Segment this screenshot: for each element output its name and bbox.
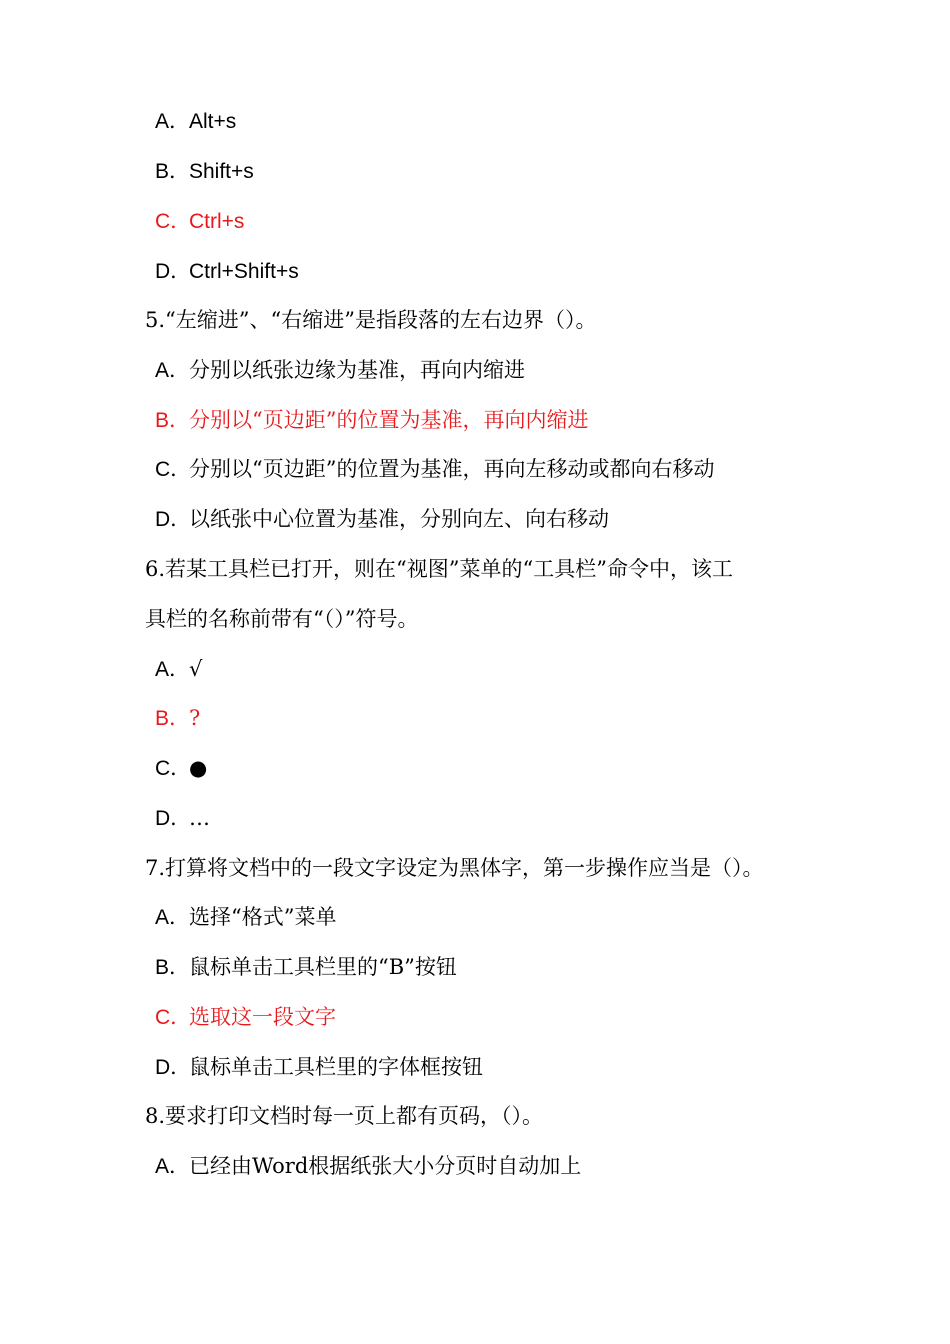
q6-option-c: [155, 751, 207, 785]
option-letter: C．: [155, 210, 192, 233]
q6-stem-line2: 具栏的名称前带有“（）”符号。: [145, 607, 419, 631]
option-text: 以纸张中心位置为基准，分别向左、向右移动: [189, 507, 609, 531]
q5-stem: 5.“左缩进”、“右缩进”是指段落的左右边界（）。: [145, 308, 597, 332]
option-letter: A．: [155, 906, 191, 929]
option-text: 已经由Word根据纸张大小分页时自动加上: [189, 1154, 582, 1178]
option-letter: C．: [155, 757, 192, 780]
option-text: Alt+s: [189, 110, 237, 133]
option-letter: A．: [155, 658, 191, 681]
q4-option-b: [155, 154, 254, 188]
option-text: √: [189, 657, 203, 681]
q8-option-a: [155, 1149, 581, 1183]
option-text: Ctrl+s: [189, 210, 245, 233]
option-letter: B．: [155, 409, 191, 432]
option-text: 鼠标单击工具栏里的“B”按钮: [189, 955, 457, 979]
option-text: …: [189, 806, 210, 830]
option-letter: D．: [155, 508, 192, 531]
option-letter: C．: [155, 458, 192, 481]
q7-stem: 7.打算将文档中的一段文字设定为黑体字，第一步操作应当是（）。: [145, 856, 764, 880]
q7-option-b: [155, 950, 457, 984]
q4-option-c-correct: [155, 204, 244, 238]
q8-stem: 8.要求打印文档时每一页上都有页码，（）。: [145, 1104, 544, 1128]
option-text: Ctrl+Shift+s: [189, 260, 299, 283]
q5-option-c: [155, 452, 714, 486]
option-letter: D．: [155, 1056, 192, 1079]
q5-option-d: [155, 502, 609, 536]
q5-option-b-correct: [155, 403, 588, 437]
q7-option-d: [155, 1050, 483, 1084]
option-text: 分别以“页边距”的位置为基准，再向内缩进: [189, 408, 589, 432]
option-letter: C．: [155, 1006, 192, 1029]
q6-stem-line1: 6.若某工具栏已打开，则在“视图”菜单的“工具栏”命令中，该工: [145, 557, 733, 581]
option-text: 选择“格式”菜单: [189, 905, 337, 929]
q5-option-a: [155, 353, 525, 387]
option-text: ?: [189, 706, 201, 730]
q4-option-d: [155, 254, 299, 288]
q7-option-c-correct: [155, 1000, 336, 1034]
q6-option-b-correct: [155, 701, 200, 735]
option-letter: D．: [155, 807, 192, 830]
option-letter: B．: [155, 160, 191, 183]
option-letter: A．: [155, 1155, 191, 1178]
option-text: 分别以纸张边缘为基准，再向内缩进: [189, 358, 525, 382]
q7-option-a: [155, 900, 336, 934]
option-letter: A．: [155, 359, 191, 382]
option-letter: D．: [155, 260, 192, 283]
q6-option-a: [155, 652, 202, 686]
option-letter: B．: [155, 956, 191, 979]
q6-option-d: [155, 801, 210, 835]
option-text: Shift+s: [189, 160, 254, 183]
option-text: 选取这一段文字: [189, 1005, 336, 1029]
option-letter: B．: [155, 707, 191, 730]
option-letter: A．: [155, 110, 191, 133]
option-text: 鼠标单击工具栏里的字体框按钮: [189, 1055, 483, 1079]
option-text: ●: [189, 756, 208, 780]
option-text: 分别以“页边距”的位置为基准，再向左移动或都向右移动: [189, 457, 715, 481]
q4-option-a: [155, 104, 236, 138]
